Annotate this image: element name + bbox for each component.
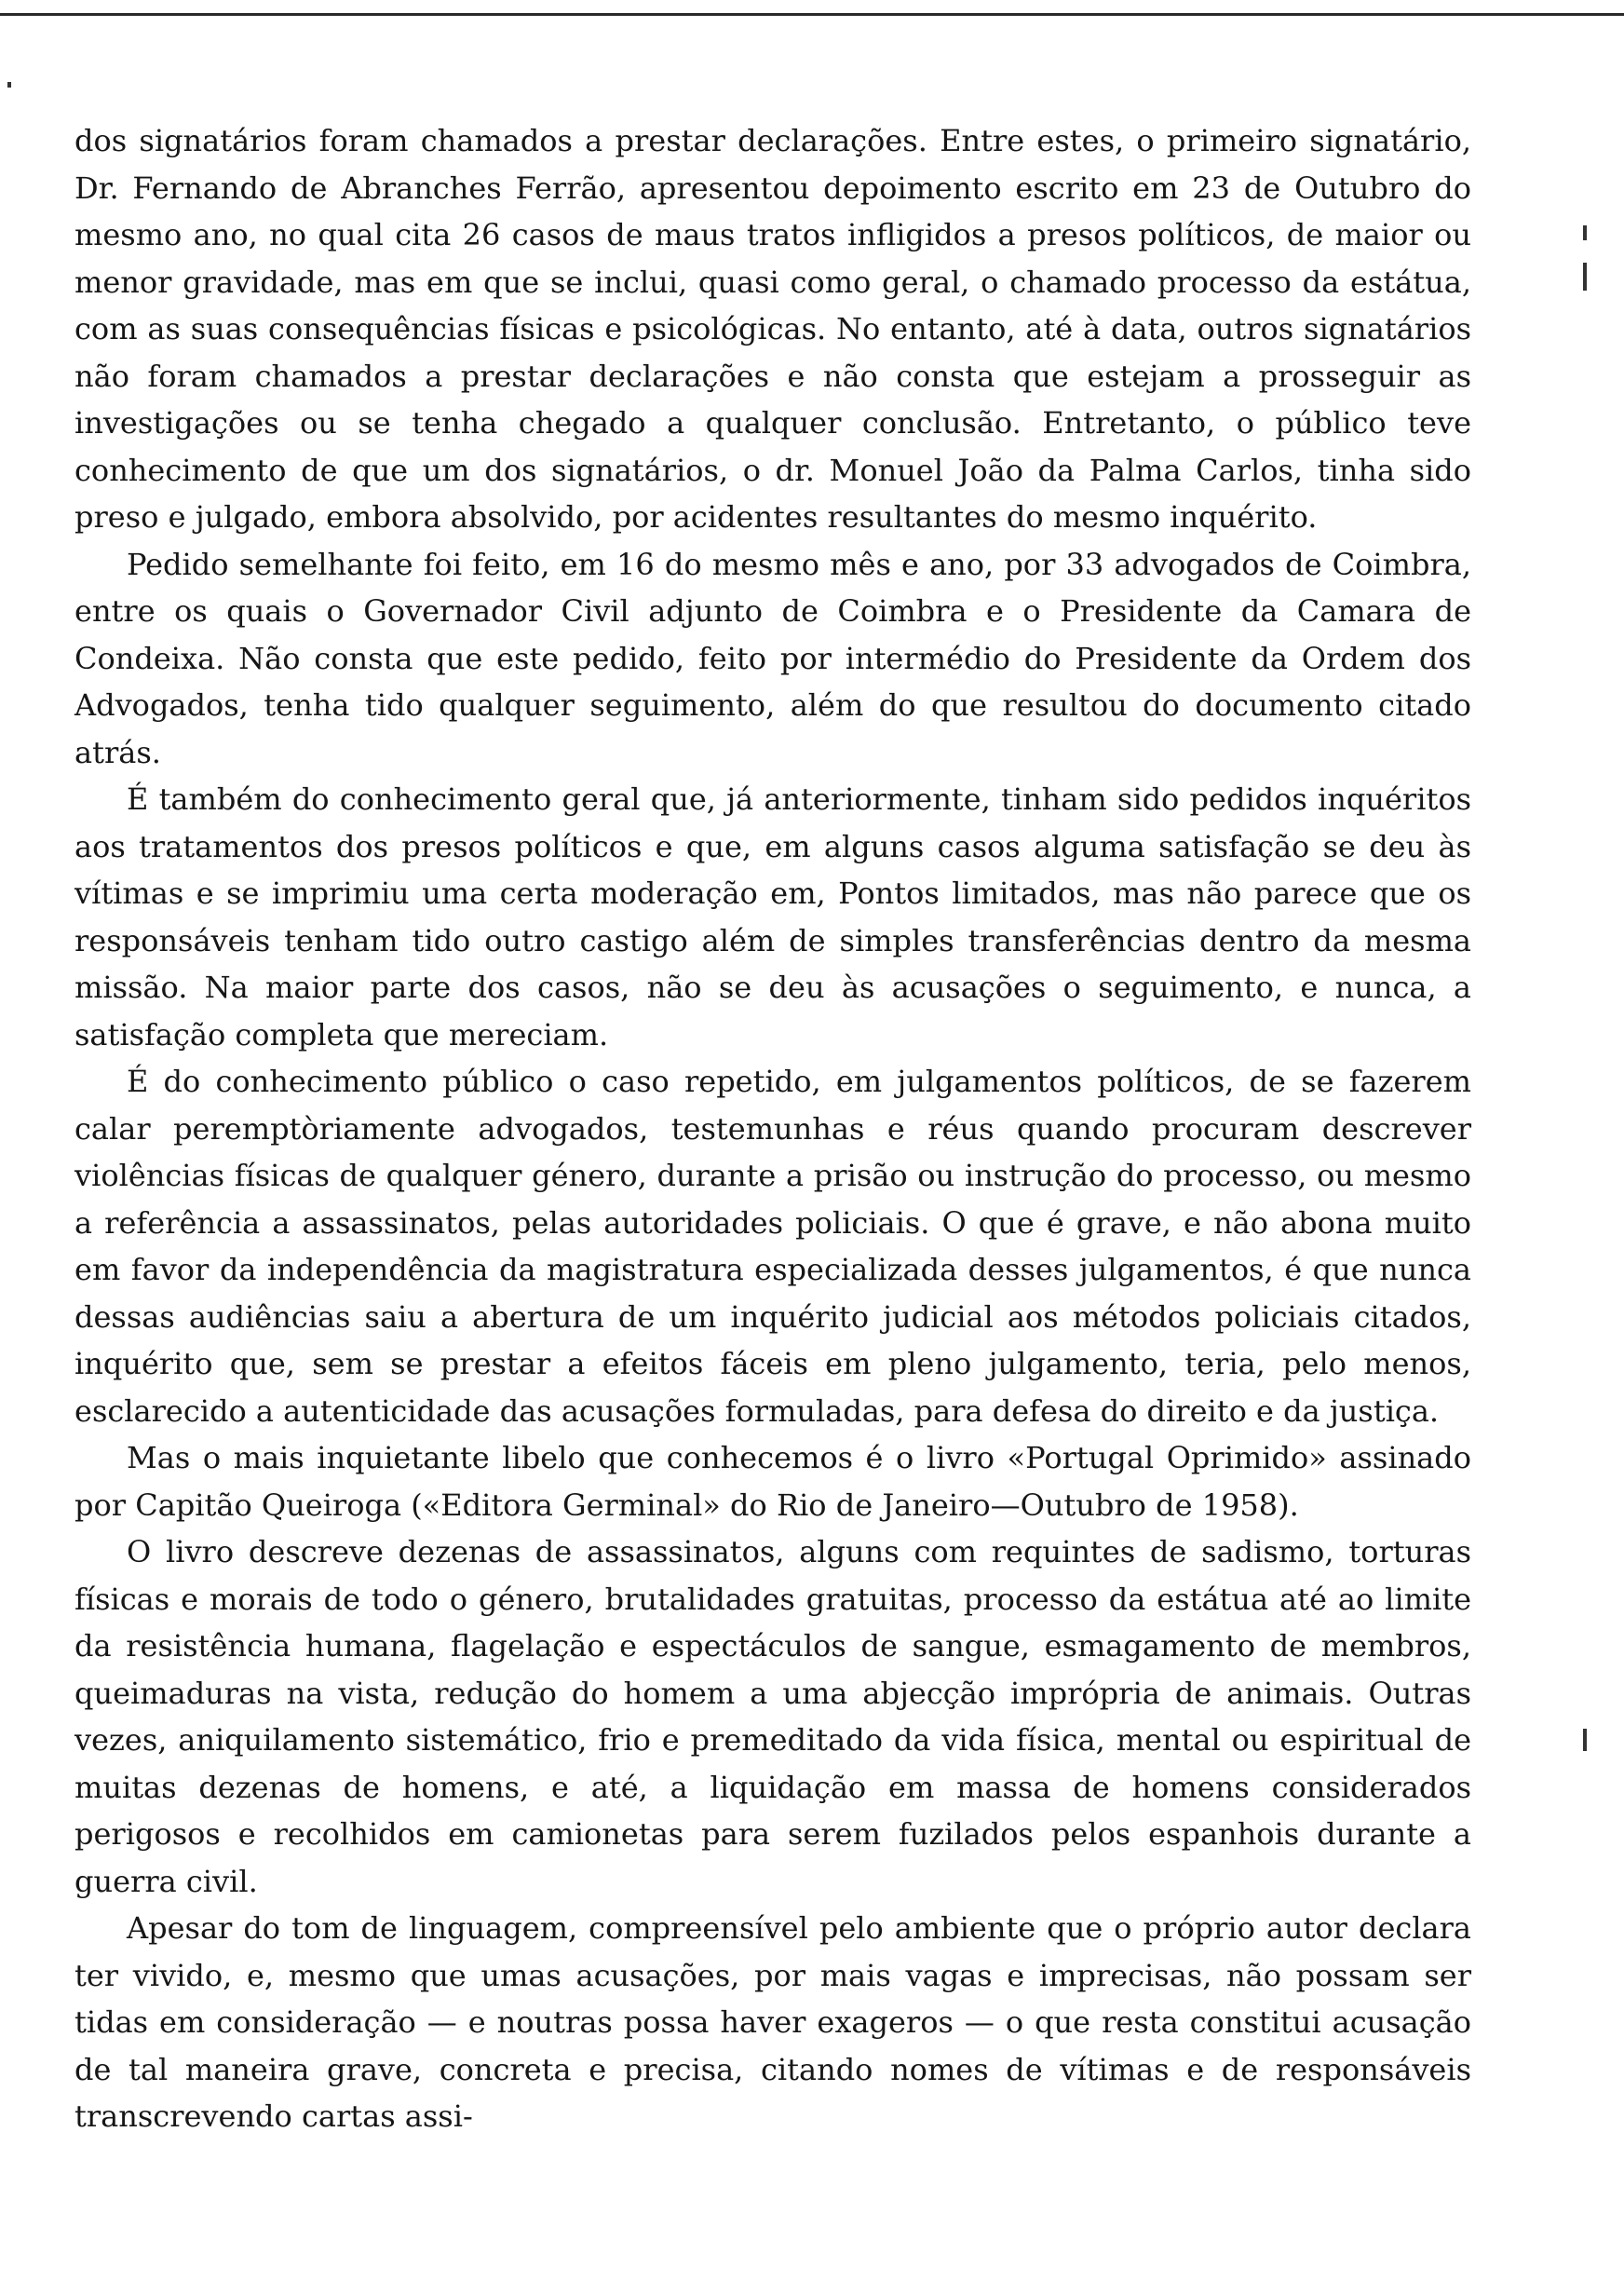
paragraph: Apesar do tom de linguagem, compreensível pelo ambiente que o próprio autor declara ter vivido, e, mesmo que umas acusações, por mais vagas e imprecisas, não possam ser tidas em consideração — e noutras possa haver exageros — o que resta constitui acusação de tal maneira grave, concreta e precisa, citando nomes de vítimas e de responsáveis transcrevendo cartas assi- [74,1910,1471,2134]
margin-mark [1583,225,1587,240]
margin-mark [1583,1729,1587,1751]
paragraph: É do conhecimento público o caso repetido, em julgamentos políticos, de se fazerem calar peremptòriamente advogados, testemunhas e réus quando procuram descrever violências físicas de qualquer género, durante a prisão ou instrução do processo, ou mesmo a referência a assassinatos, pelas autoridades policiais. O que é grave, e não abona muito em favor da independência da magistratura especializada desses julgamentos, é que nunca dessas audiências saiu a abertura de um inquérito judicial aos métodos policiais citados, inquérito que, sem se prestar a efeitos fáceis em pleno julgamento, teria, pelo menos, esclarecido a autenticidade das acusações formuladas, para defesa do direito e da justiça. [74,1064,1471,1429]
margin-mark [1583,263,1587,291]
paragraph: O livro descreve dezenas de assassinatos, alguns com requintes de sadismo, torturas físicas e morais de todo o género, brutalidades gratuitas, processo da estátua até ao limite da resistência humana, flagelação e espectáculos de sangue, esmagamento de membros, queimaduras na vista, redução do homem a uma abjecção imprópria de animais. Outras vezes, aniquilamento sistemático, frio e premeditado da vida física, mental ou espiritual de muitas dezenas de homens, e até, a liquidação em massa de homens considerados perigosos e recolhidos em camionetas para serem fuzilados pelos espanhois durante a guerra civil. [74,1534,1471,1899]
paragraph: Mas o mais inquietante libelo que conhecemos é o livro «Portugal Oprimido» assinado por Capitão Queiroga («Editora Germinal» do Rio de Janeiro—Outubro de 1958). [74,1440,1471,1523]
document-body [74,117,1471,2140]
paragraph: dos signatários foram chamados a prestar declarações. Entre estes, o primeiro signatário, Dr. Fernando de Abranches Ferrão, apresentou depoimento escrito em 23 de Outubro do mesmo ano, no qual cita 26 casos de maus tratos infligidos a presos políticos, de maior ou menor gravidade, mas em que se inclui, quasi como geral, o chamado processo da estátua, com as suas consequências físicas e psicológicas. No entanto, até à data, outros signatários não foram chamados a prestar declarações e não consta que estejam a prosseguir as investigações ou se tenha chegado a qualquer conclusão. Entretanto, o público teve conhecimento de que um dos signatários, o dr. Monuel João da Palma Carlos, tinha sido preso e julgado, embora absolvido, por acidentes resultantes do mesmo inquérito. [74,123,1471,535]
paragraph: Pedido semelhante foi feito, em 16 do mesmo mês e ano, por 33 advogados de Coimbra, entre os quais o Governador Civil adjunto de Coimbra e o Presidente da Camara de Condeixa. Não consta que este pedido, feito por intermédio do Presidente da Ordem dos Advogados, tenha tido qualquer seguimento, além do que resultou do documento citado atrás. [74,546,1471,770]
top-page-rule [0,13,1624,16]
paragraph: É também do conhecimento geral que, já anteriormente, tinham sido pedidos inquéritos aos tratamentos dos presos políticos e que, em alguns casos alguma satisfação se deu às vítimas e se imprimiu uma certa moderação em, Pontos limitados, mas não parece que os responsáveis tenham tido outro castigo além de simples transferências dentro da mesma missão. Na maior parte dos casos, não se deu às acusações o seguimento, e nunca, a satisfação completa que mereciam. [74,781,1471,1052]
margin-mark [7,82,11,88]
